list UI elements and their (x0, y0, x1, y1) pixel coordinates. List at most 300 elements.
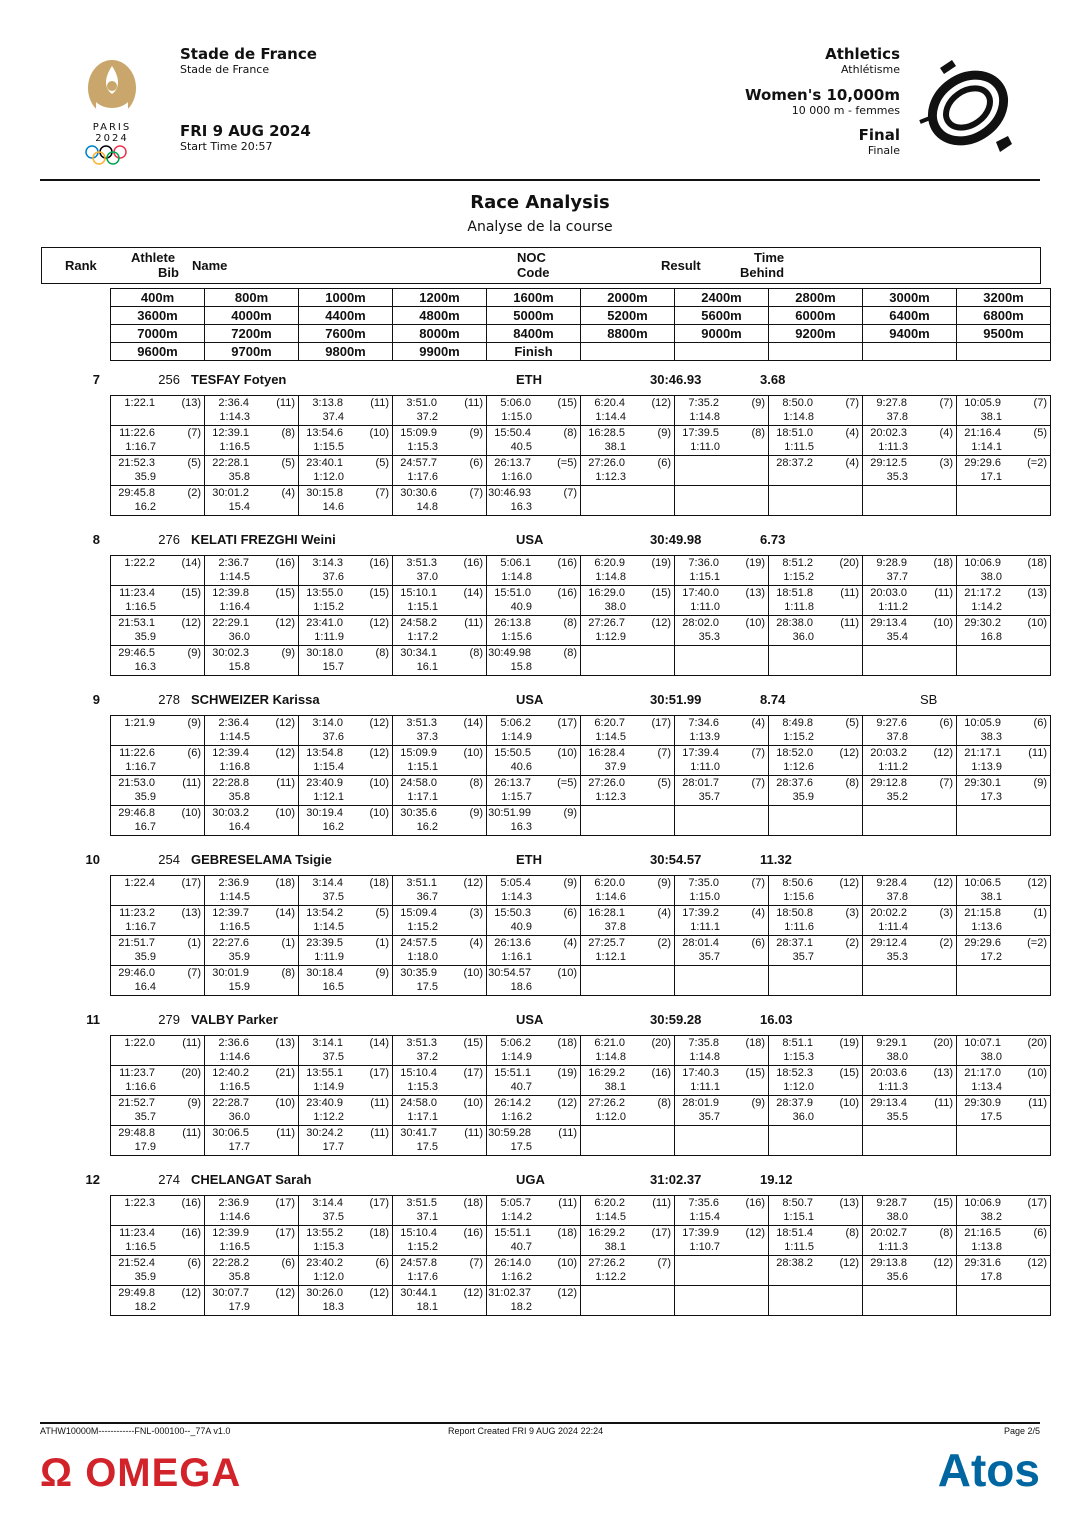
split-cell (205, 1126, 299, 1156)
split-cell (205, 616, 299, 646)
split-cell (111, 646, 205, 676)
split-cell (675, 426, 769, 456)
split-cell-content (675, 776, 768, 805)
split-time: 24:58.0 (400, 777, 437, 789)
split-cell-content (299, 966, 392, 995)
split-position: (19) (745, 557, 765, 569)
split-position: (10) (1027, 617, 1047, 629)
split-cell-content (299, 876, 392, 905)
split-time: 20:03.2 (870, 747, 907, 759)
split-cell (957, 806, 1051, 836)
venue-block (180, 45, 317, 76)
split-lap-time: 1:14.6 (595, 891, 626, 903)
split-position: (2) (187, 487, 201, 499)
split-position: (7) (657, 747, 671, 759)
split-time: 26:13.7 (494, 457, 531, 469)
split-lap-time: 35.8 (228, 1271, 250, 1283)
split-time: 6:20.7 (594, 717, 625, 729)
split-position: (2) (845, 937, 859, 949)
split-cell (581, 966, 675, 996)
distance-label: 3600m (111, 307, 205, 325)
split-cell (769, 646, 863, 676)
column-header (41, 247, 1041, 284)
split-cell-content (957, 746, 1050, 775)
athlete-result: 30:59.28 (650, 1012, 702, 1027)
athlete-rank: 10 (85, 852, 100, 867)
split-cell-content (299, 646, 392, 675)
split-position: (18) (745, 1037, 765, 1049)
split-cell (675, 1196, 769, 1226)
split-lap-time: 37.8 (886, 731, 908, 743)
split-time: 1:22.1 (124, 397, 155, 409)
split-cell-content (863, 1256, 956, 1285)
split-position: (5) (375, 457, 389, 469)
split-cell-content (393, 556, 486, 585)
split-cell (487, 806, 581, 836)
split-cell-content (299, 1096, 392, 1125)
distance-label: 3000m (863, 289, 957, 307)
distance-label: 9900m (393, 343, 487, 361)
split-cell-content (393, 1066, 486, 1095)
split-cell (111, 396, 205, 426)
split-cell-content (487, 1226, 580, 1255)
split-time: 3:13.8 (312, 397, 343, 409)
split-position: (12) (1027, 877, 1047, 889)
split-lap-time: 1:16.2 (501, 1111, 532, 1123)
split-position: (10) (557, 967, 577, 979)
distance-label: 6800m (957, 307, 1051, 325)
split-cell-content (111, 906, 204, 935)
split-position: (18) (557, 1227, 577, 1239)
split-cell-content (581, 936, 674, 965)
split-row (111, 1196, 1051, 1226)
split-position: (14) (275, 907, 295, 919)
split-cell (111, 1196, 205, 1226)
split-position: (16) (557, 557, 577, 569)
split-time: 10:05.9 (964, 717, 1001, 729)
split-cell (111, 426, 205, 456)
split-time: 30:07.7 (212, 1287, 249, 1299)
split-cell (205, 806, 299, 836)
split-cell (675, 806, 769, 836)
split-lap-time: 1:14.6 (219, 1211, 250, 1223)
split-cell (111, 486, 205, 516)
athlete-rank: 8 (92, 532, 100, 547)
split-cell-content (205, 806, 298, 835)
split-position: (11) (652, 1197, 671, 1209)
split-cell (299, 1256, 393, 1286)
split-cell (487, 1036, 581, 1066)
split-cell (393, 486, 487, 516)
split-lap-time: 36.0 (792, 1111, 814, 1123)
split-position: (1) (281, 937, 295, 949)
split-cell (957, 616, 1051, 646)
split-cell (957, 556, 1051, 586)
split-lap-time: 1:15.1 (407, 601, 438, 613)
split-position: (10) (839, 1097, 859, 1109)
split-cell-content (299, 1066, 392, 1095)
athlete-bib: 276 (158, 532, 180, 547)
athlete-row (0, 531, 1080, 549)
split-cell (675, 906, 769, 936)
split-cell (957, 1066, 1051, 1096)
split-time: 24:58.0 (400, 1097, 437, 1109)
split-cell (205, 646, 299, 676)
split-cell-content (581, 806, 674, 835)
split-cell (487, 1066, 581, 1096)
split-lap-time: 1:18.0 (407, 951, 438, 963)
split-cell-content (487, 1126, 580, 1155)
split-cell (769, 586, 863, 616)
distance-label (863, 343, 957, 361)
split-cell-content (205, 1226, 298, 1255)
split-time: 26:14.2 (494, 1097, 531, 1109)
split-cell-content (205, 586, 298, 615)
split-cell-content (957, 906, 1050, 935)
event-name-fr: 10 000 m - femmes (791, 104, 900, 117)
split-cell (205, 586, 299, 616)
split-cell (957, 1226, 1051, 1256)
split-lap-time: 1:11.2 (878, 601, 908, 613)
split-position: (12) (933, 877, 953, 889)
split-cell-content (487, 646, 580, 675)
split-position: (7) (939, 777, 953, 789)
split-cell-content (111, 1096, 204, 1125)
split-cell (487, 1126, 581, 1156)
split-time: 10:06.9 (964, 1197, 1001, 1209)
split-cell-content (393, 1036, 486, 1065)
split-cell-content (957, 806, 1050, 835)
split-lap-time: 1:14.3 (501, 891, 532, 903)
split-cell-content (675, 396, 768, 425)
athlete-noc: UGA (516, 1172, 545, 1187)
split-position: (12) (275, 1287, 295, 1299)
split-cell-content (205, 426, 298, 455)
split-cell-content (769, 1196, 862, 1225)
split-position: (17) (463, 1067, 483, 1079)
split-cell-content (957, 396, 1050, 425)
split-cell-content (393, 906, 486, 935)
split-cell-content (487, 876, 580, 905)
athlete-noc: USA (516, 692, 544, 707)
split-cell (205, 1036, 299, 1066)
split-cell-content (111, 966, 204, 995)
split-lap-time: 38.0 (980, 571, 1002, 583)
split-cell (299, 776, 393, 806)
distance-label: 9700m (205, 343, 299, 361)
split-lap-time: 1:11.0 (690, 601, 720, 613)
split-cell (393, 966, 487, 996)
split-position: (6) (375, 1257, 389, 1269)
split-time: 3:51.3 (406, 1037, 437, 1049)
split-time: 28:38.2 (776, 1257, 813, 1269)
split-cell-content (957, 1066, 1050, 1095)
split-time: 18:52.0 (776, 747, 813, 759)
split-lap-time: 38.0 (604, 601, 626, 613)
split-lap-time: 1:11.3 (878, 1241, 908, 1253)
split-position: (6) (281, 1257, 295, 1269)
split-lap-time: 1:15.2 (407, 921, 438, 933)
split-cell (393, 456, 487, 486)
split-cell (863, 966, 957, 996)
athlete-noc: USA (516, 1012, 544, 1027)
split-position: (7) (563, 487, 577, 499)
distance-label: 9200m (769, 325, 863, 343)
split-time: 30:49.98 (488, 647, 531, 659)
split-cell (675, 876, 769, 906)
split-cell-content (581, 1036, 674, 1065)
split-cell-content (299, 806, 392, 835)
split-cell-content (299, 486, 392, 515)
athletics-pictogram-icon (912, 58, 1024, 158)
split-cell-content (487, 556, 580, 585)
split-position: (7) (657, 1257, 671, 1269)
split-cell-content (299, 1196, 392, 1225)
split-time: 9:27.8 (876, 397, 907, 409)
split-time: 20:03.6 (870, 1067, 907, 1079)
split-position: (18) (275, 877, 295, 889)
split-cell-content (581, 906, 674, 935)
split-time: 17:40.3 (682, 1067, 719, 1079)
split-cell (111, 1256, 205, 1286)
split-table (110, 1035, 1051, 1156)
split-position: (4) (845, 457, 859, 469)
split-lap-time: 1:14.8 (783, 411, 814, 423)
split-position: (9) (281, 647, 295, 659)
split-lap-time: 1:13.9 (689, 731, 720, 743)
split-cell (581, 1196, 675, 1226)
split-cell (675, 716, 769, 746)
split-position: (20) (651, 1037, 671, 1049)
split-cell (299, 1286, 393, 1316)
split-lap-time: 1:17.6 (407, 1271, 438, 1283)
split-time: 5:06.2 (500, 1037, 531, 1049)
split-cell (205, 966, 299, 996)
split-cell (299, 1126, 393, 1156)
event-block (745, 86, 900, 117)
split-cell-content (393, 746, 486, 775)
split-cell-content (675, 486, 768, 515)
split-position: (18) (369, 877, 389, 889)
split-lap-time: 1:11.8 (784, 601, 814, 613)
split-time: 9:27.6 (876, 717, 907, 729)
split-position: (7) (751, 777, 765, 789)
athlete-bib: 254 (158, 852, 180, 867)
split-time: 17:39.9 (682, 1227, 719, 1239)
split-cell-content (111, 1036, 204, 1065)
split-lap-time: 17.2 (980, 951, 1002, 963)
split-lap-time: 1:12.3 (595, 471, 626, 483)
split-cell (487, 616, 581, 646)
split-time: 15:09.4 (400, 907, 437, 919)
split-time: 30:19.4 (306, 807, 343, 819)
split-lap-time: 35.4 (886, 631, 908, 643)
split-time: 30:18.0 (306, 647, 343, 659)
split-position: (15) (463, 1037, 483, 1049)
split-lap-time: 1:15.6 (783, 891, 814, 903)
split-time: 8:51.2 (782, 557, 813, 569)
split-cell-content (675, 936, 768, 965)
split-time: 6:20.4 (594, 397, 625, 409)
split-position: (3) (469, 907, 483, 919)
split-position: (5) (1033, 427, 1047, 439)
split-lap-time: 1:14.5 (595, 731, 626, 743)
split-cell (863, 396, 957, 426)
split-cell (863, 586, 957, 616)
split-time: 12:40.2 (212, 1067, 249, 1079)
split-position: (9) (657, 877, 671, 889)
report-created: Report Created FRI 9 AUG 2024 22:24 (448, 1426, 604, 1436)
split-time: 15:10.1 (400, 587, 437, 599)
split-cell-content (675, 1126, 768, 1155)
split-lap-time: 37.5 (322, 891, 344, 903)
split-position: (11) (370, 397, 389, 409)
split-position: (15) (933, 1197, 953, 1209)
split-position: (10) (181, 807, 201, 819)
split-cell (675, 1036, 769, 1066)
date-block (180, 122, 311, 153)
split-time: 12:39.9 (212, 1227, 249, 1239)
split-position: (=2) (1027, 457, 1047, 469)
split-cell-content (581, 1256, 674, 1285)
split-cell-content (675, 1226, 768, 1255)
split-cell (393, 936, 487, 966)
split-lap-time: 1:15.3 (407, 1081, 438, 1093)
split-cell-content (393, 876, 486, 905)
split-cell (769, 426, 863, 456)
split-lap-time: 1:13.4 (971, 1081, 1002, 1093)
split-position: (9) (469, 807, 483, 819)
split-cell (393, 586, 487, 616)
col-time: Time (754, 250, 785, 265)
split-time: 5:05.4 (500, 877, 531, 889)
split-time: 30:26.0 (306, 1287, 343, 1299)
split-position: (20) (181, 1067, 201, 1079)
split-time: 11:23.7 (119, 1067, 155, 1079)
split-time: 30:51.99 (488, 807, 531, 819)
split-position: (15) (369, 587, 389, 599)
split-cell (299, 1226, 393, 1256)
split-table (110, 875, 1051, 996)
split-time: 21:16.4 (964, 427, 1001, 439)
split-lap-time: 1:14.5 (219, 731, 250, 743)
split-cell (111, 716, 205, 746)
split-cell (487, 776, 581, 806)
split-cell (393, 1066, 487, 1096)
split-cell (957, 586, 1051, 616)
split-lap-time: 1:16.4 (219, 601, 250, 613)
split-cell (205, 456, 299, 486)
split-time: 29:46.0 (118, 967, 155, 979)
split-position: (1) (187, 937, 201, 949)
split-time: 22:27.6 (212, 937, 249, 949)
split-cell (863, 1066, 957, 1096)
split-position: (12) (275, 617, 295, 629)
split-cell (393, 616, 487, 646)
split-cell (299, 806, 393, 836)
split-time: 7:34.6 (688, 717, 719, 729)
split-lap-time: 1:16.5 (219, 1081, 250, 1093)
split-cell (769, 1036, 863, 1066)
split-cell-content (111, 776, 204, 805)
split-time: 29:13.4 (870, 617, 907, 629)
split-time: 26:13.7 (494, 777, 531, 789)
split-cell (675, 776, 769, 806)
split-cell (769, 806, 863, 836)
split-time: 3:51.1 (406, 877, 437, 889)
split-cell-content (487, 966, 580, 995)
split-cell-content (299, 906, 392, 935)
col-name: Name (192, 258, 228, 273)
split-lap-time: 1:15.3 (407, 441, 438, 453)
split-row (111, 486, 1051, 516)
split-cell (581, 746, 675, 776)
split-lap-time: 1:14.8 (595, 1051, 626, 1063)
split-position: (16) (557, 587, 577, 599)
split-cell-content (205, 716, 298, 745)
split-time: 29:12.8 (870, 777, 907, 789)
split-time: 29:46.8 (118, 807, 155, 819)
split-time: 18:51.0 (776, 427, 813, 439)
split-position: (19) (651, 557, 671, 569)
split-time: 15:50.5 (494, 747, 531, 759)
split-cell (581, 396, 675, 426)
split-position: (10) (369, 777, 389, 789)
split-position: (7) (375, 487, 389, 499)
paris-2024-logo (74, 58, 150, 154)
split-time: 5:06.0 (500, 397, 531, 409)
split-cell (393, 716, 487, 746)
split-time: 8:50.7 (782, 1197, 813, 1209)
split-lap-time: 1:16.5 (125, 1241, 156, 1253)
split-row (111, 746, 1051, 776)
split-row (111, 456, 1051, 486)
split-cell (957, 716, 1051, 746)
split-cell (581, 616, 675, 646)
split-cell-content (863, 1286, 956, 1315)
split-position: (18) (369, 1227, 389, 1239)
split-cell (299, 586, 393, 616)
split-time: 1:22.2 (124, 557, 155, 569)
split-cell-content (205, 1126, 298, 1155)
split-lap-time: 37.8 (886, 411, 908, 423)
split-cell (769, 556, 863, 586)
split-time: 18:52.3 (776, 1067, 813, 1079)
split-lap-time: 35.6 (886, 1271, 908, 1283)
split-cell-content (393, 1126, 486, 1155)
split-cell (205, 486, 299, 516)
split-cell (581, 806, 675, 836)
split-cell (487, 746, 581, 776)
split-cell-content (487, 396, 580, 425)
split-time: 3:14.3 (312, 557, 343, 569)
split-cell (675, 646, 769, 676)
split-time: 16:28.1 (588, 907, 625, 919)
split-position: (9) (751, 1097, 765, 1109)
split-position: (15) (181, 587, 201, 599)
split-cell (111, 616, 205, 646)
split-lap-time: 1:15.2 (407, 1241, 438, 1253)
split-lap-time: 1:14.5 (313, 921, 344, 933)
split-cell (769, 716, 863, 746)
split-cell-content (957, 1286, 1050, 1315)
split-position: (10) (557, 747, 577, 759)
split-position: (2) (657, 937, 671, 949)
split-time: 17:40.0 (682, 587, 719, 599)
split-row (111, 556, 1051, 586)
flame-medal-icon (74, 58, 150, 120)
split-time: 12:39.1 (212, 427, 249, 439)
